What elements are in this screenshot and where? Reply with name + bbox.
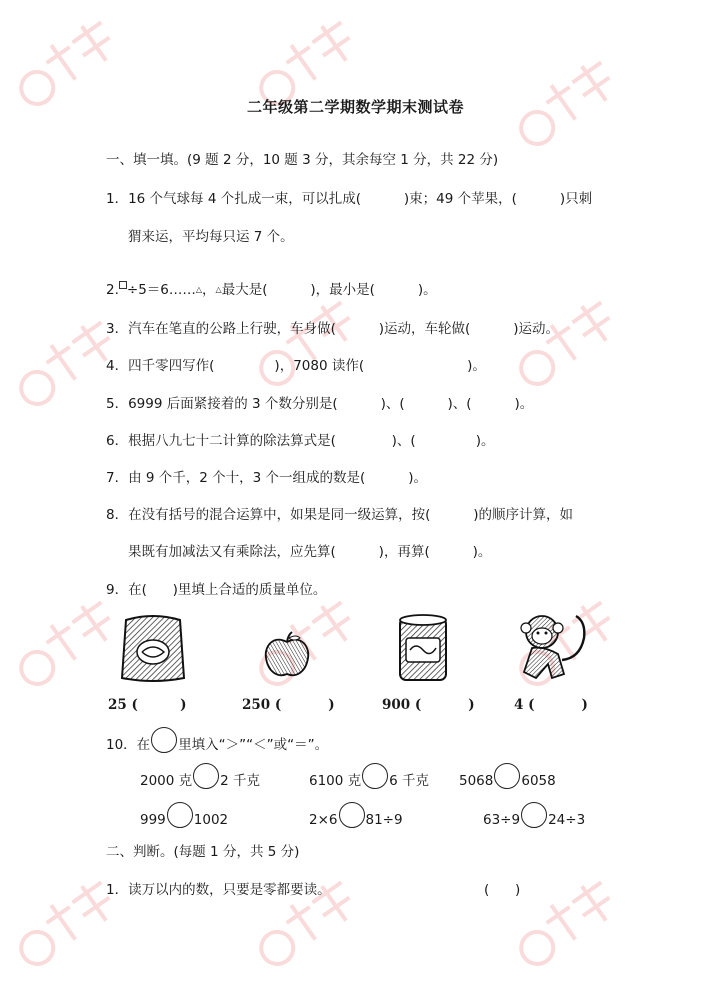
compare-r1-c3: 5068 6058 (459, 772, 556, 790)
answer-circle[interactable] (521, 802, 547, 828)
judge-answer-paren[interactable]: ( ) (484, 882, 521, 898)
question-9: 9．在( )里填上合适的质量单位。 (106, 582, 327, 598)
square-icon (119, 281, 127, 289)
monkey-icon (514, 608, 594, 684)
answer-circle[interactable] (151, 727, 177, 753)
question-3: 3．汽车在笔直的公路上行驶，车身做( )运动，车轮做( )运动。 (106, 321, 559, 337)
triangle-icon: △ (215, 285, 222, 294)
answer-circle[interactable] (167, 802, 193, 828)
question-2: 2. ÷5＝6……△，△最大是( )，最小是( )。 (106, 282, 437, 298)
question-1-line1: 1．16 个气球每 4 个扎成一束，可以扎成( )束；49 个苹果，( )只刺 (106, 191, 593, 207)
question-1-line2: 猬来运，平均每只运 7 个。 (128, 229, 294, 245)
watermark-logo-icon (490, 300, 650, 390)
question-4: 4．四千零四写作( )，7080 读作( )。 (106, 358, 486, 374)
question-8-line2: 果既有加减法又有乘除法，应先算( )，再算( )。 (128, 544, 492, 560)
compare-r1-c2: 6100 克 6 千克 (309, 772, 429, 790)
question-7: 7．由 9 个千，2 个十，3 个一组成的数是( )。 (106, 470, 427, 486)
weight-label-apple: 250 ( ) (242, 697, 335, 713)
compare-r2-c1: 999 1002 (140, 811, 228, 829)
question-10: 10．在 里填入“＞”“＜”或“＝”。 (106, 736, 328, 754)
compare-r1-c1: 2000 克 2 千克 (140, 772, 260, 790)
judge-question-1: 1．读万以内的数，只要是零都要读。 (106, 882, 331, 898)
answer-circle[interactable] (339, 802, 365, 828)
exam-title: 二年级第二学期数学期末测试卷 (246, 98, 464, 116)
milk-powder-can-icon (396, 612, 450, 684)
apple-icon (262, 630, 312, 680)
section1-header: 一、填一填。(9 题 2 分，10 题 3 分，其余每空 1 分，共 22 分) (106, 152, 499, 168)
question-6: 6．根据八九七十二计算的除法算式是( )、( )。 (106, 433, 495, 449)
question-5: 5．6999 后面紧接着的 3 个数分别是( )、( )、( )。 (106, 396, 534, 412)
answer-circle[interactable] (494, 763, 520, 789)
compare-r2-c3: 63÷9 24÷3 (483, 811, 585, 829)
weight-label-monkey: 4 ( ) (514, 697, 588, 713)
weight-label-milk-powder: 900 ( ) (382, 697, 475, 713)
section2-header: 二、判断。(每题 1 分，共 5 分) (106, 844, 300, 860)
answer-circle[interactable] (193, 763, 219, 789)
rice-bag-icon (118, 612, 188, 684)
answer-circle[interactable] (362, 763, 388, 789)
question-8-line1: 8．在没有括号的混合运算中，如果是同一级运算，按( )的顺序计算，如 (106, 507, 574, 523)
compare-r2-c2: 2×6 81÷9 (309, 811, 403, 829)
watermark-logo-icon (230, 300, 390, 390)
weight-label-rice: 25 ( ) (108, 697, 187, 713)
triangle-icon: △ (195, 285, 203, 294)
